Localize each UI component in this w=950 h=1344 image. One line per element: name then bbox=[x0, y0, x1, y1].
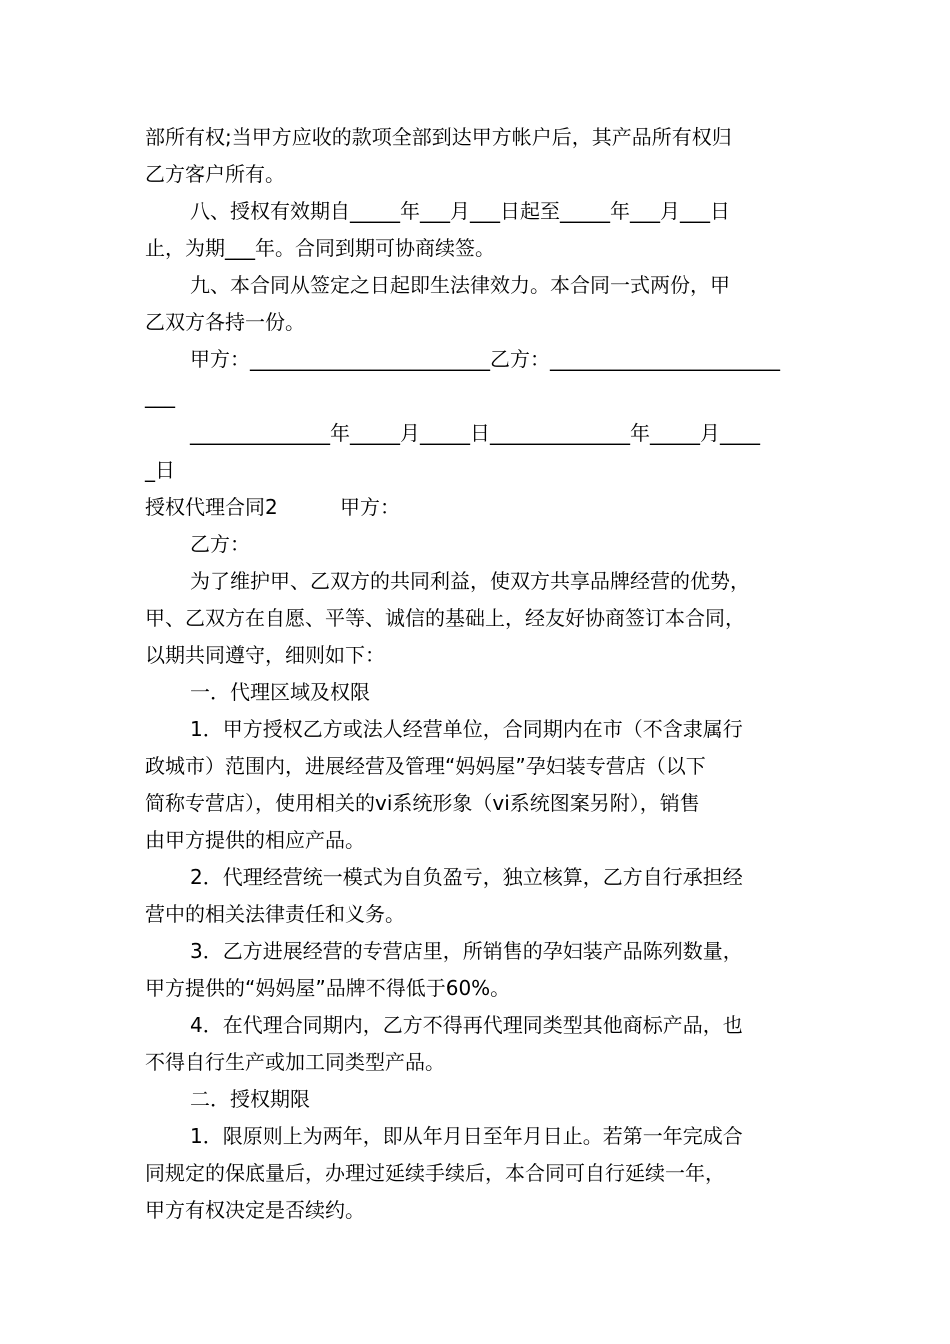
text-line: 甲、乙双方在自愿、平等、诚信的基础上，经友好协商签订本合同， bbox=[145, 606, 745, 630]
text-line: 为了维护甲、乙双方的共同利益，使双方共享品牌经营的优势， bbox=[190, 569, 750, 593]
text-line: 甲方：________________________乙方：_______________________ bbox=[190, 347, 780, 371]
text-line: _日 bbox=[145, 458, 175, 482]
text-line: 3．乙方进展经营的专营店里，所销售的孕妇装产品陈列数量， bbox=[190, 939, 743, 963]
section-heading: 一．代理区域及权限 bbox=[190, 680, 370, 704]
text-line: 止，为期___年。合同到期可协商续签。 bbox=[145, 236, 495, 260]
text-line: 甲方提供的“妈妈屋”品牌不得低于60%。 bbox=[145, 976, 511, 1000]
text-line: 政城市）范围内，进展经营及管理“妈妈屋”孕妇装专营店（以下 bbox=[145, 754, 706, 778]
section-title: 授权代理合同2 bbox=[145, 495, 278, 519]
text-line: 4．在代理合同期内，乙方不得再代理同类型其他商标产品，也 bbox=[190, 1013, 743, 1037]
text-line: 九、本合同从签定之日起即生法律效力。本合同一式两份，甲 bbox=[190, 273, 730, 297]
text-line: 甲方有权决定是否续约。 bbox=[145, 1198, 365, 1222]
text-line: ______________年_____月_____日______________年_____月____ bbox=[190, 421, 760, 445]
text-line: 营中的相关法律责任和义务。 bbox=[145, 902, 405, 926]
text-line: 1．甲方授权乙方或法人经营单位，合同期内在市（不含隶属行 bbox=[190, 717, 743, 741]
text-line: 部所有权;当甲方应收的款项全部到达甲方帐户后，其产品所有权归 bbox=[145, 125, 732, 149]
text-line: 八、授权有效期自_____年___月___日起至_____年___月___日 bbox=[190, 199, 730, 223]
text-line: 由甲方提供的相应产品。 bbox=[145, 828, 365, 852]
text-line: 简称专营店），使用相关的vi系统形象（vi系统图案另附），销售 bbox=[145, 791, 700, 815]
text-line: 乙方客户所有。 bbox=[145, 162, 285, 186]
section-heading: 二．授权期限 bbox=[190, 1087, 310, 1111]
text-line: 不得自行生产或加工同类型产品。 bbox=[145, 1050, 445, 1074]
text-line: 2．代理经营统一模式为自负盈亏，独立核算，乙方自行承担经 bbox=[190, 865, 743, 889]
text-line: 1．限原则上为两年，即从年月日至年月日止。若第一年完成合 bbox=[190, 1124, 743, 1148]
text-line: 乙双方各持一份。 bbox=[145, 310, 305, 334]
text-line: 同规定的保底量后，办理过延续手续后，本合同可自行延续一年， bbox=[145, 1161, 725, 1185]
text-line: 以期共同遵守，细则如下： bbox=[145, 643, 385, 667]
text-line: 甲方： bbox=[340, 495, 400, 519]
text-line: 乙方： bbox=[190, 532, 250, 556]
text-line: ___ bbox=[145, 384, 175, 408]
